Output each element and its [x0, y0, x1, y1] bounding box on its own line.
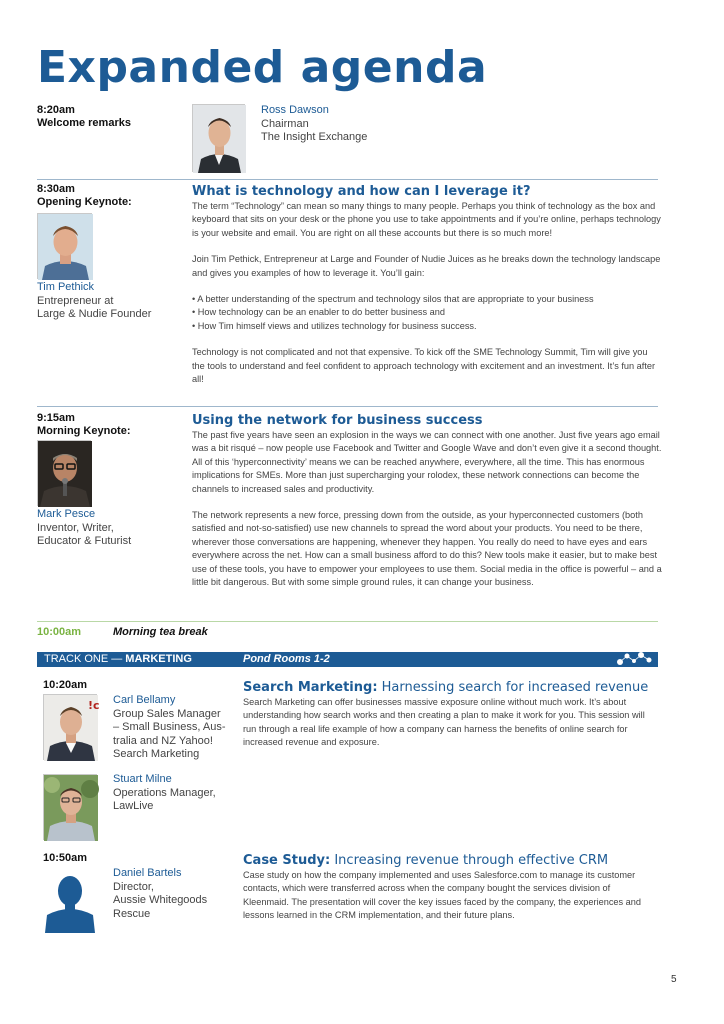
- session-paragraph: The term “Technology” can mean so many things to many people. Perhaps you think of technology as the box and keyboard that sits on your desk or the phone you use to take appointments and if you’re online, perhaps technology is your website and email. You are right on all these accounts but there is so much more!: [192, 201, 661, 238]
- speaker-role: tralia and NZ Yahoo!: [113, 734, 213, 747]
- session-time: 8:30am: [37, 183, 75, 195]
- speaker-name: Ross Dawson: [261, 104, 329, 116]
- speaker-role: Rescue: [113, 907, 151, 920]
- session-paragraph: The network represents a new force, pressing down from the outside, as your hyperconnected customers (both satisfied and not-so-satisfied) use new channels to spread the word about your products. You need to be there, wherever those conversations are happening, whenever they happen. You really do need to have eyes and ears everywhere across the net. How can a small business afford to do this? New tools make it easier, but to make best use of these tools, you have to empower your employees to use them. Social media in the office is powerful – and a little bit dangerous. But with some simple ground rules, it can change your business.: [192, 510, 662, 588]
- speaker-photo-stuart-milne: [43, 774, 97, 840]
- session-time: 9:15am: [37, 412, 75, 424]
- tea-break-time: 10:00am: [37, 626, 82, 638]
- session-heading: Case Study: Increasing revenue through effective CRM: [243, 853, 609, 868]
- session-time: 8:20am: [37, 104, 75, 116]
- session-heading: Using the network for business success: [192, 413, 483, 428]
- speaker-name: Mark Pesce: [37, 508, 96, 520]
- speaker-role: Inventor, Writer,: [37, 521, 114, 534]
- speaker-name: Carl Bellamy: [113, 694, 176, 706]
- session-paragraph: The past five years have seen an explosion in the ways we can connect with one another. Just five years ago email was a bit risqué – now people use Facebook and Twitter and Google Wave and don’t even give it a second thought. All of this ‘hyperconnectivity’ means we can be reached anywhere, everywhere, all the time. This has enormous implications for SMEs. More than just supercharging your rolodex, these network connections can become the channels to increased sales and productivity.: [192, 430, 662, 494]
- speaker-name: Daniel Bartels: [113, 867, 182, 879]
- list-item: • How technology can be an enabler to do better business and: [192, 306, 662, 319]
- speaker-name: Stuart Milne: [113, 773, 172, 785]
- session-paragraph: Case study on how the company implemented and uses Salesforce.com to manage its customer contacts, which were transferred across when the company bought the services division of Kleenmaid. The presentation will cover the key issues faced by the company, the experiences and lessons learned in the CRM implementation, and their future plans.: [243, 870, 642, 921]
- speaker-org: Large & Nudie Founder: [37, 308, 152, 320]
- speaker-silhouette-placeholder: [43, 867, 97, 933]
- session-label: Welcome remarks: [37, 117, 131, 129]
- track-header-bar: [37, 652, 658, 667]
- session-paragraph: Technology is not complicated and not that expensive. To kick off the SME Technology Summit, Tim will give you the tools to understand and feel confident to approach technology with excitement and an investment. It’s fun after all!: [192, 347, 656, 385]
- session-heading: Search Marketing: Harnessing search for increased revenue: [243, 680, 649, 695]
- speaker-role: LawLive: [113, 800, 154, 812]
- tea-break-label: Morning tea break: [113, 626, 208, 638]
- session-paragraph: Search Marketing can offer businesses massive exposure online without much work. It’s about understanding how search works and then creating a plan to make it work for you. This session will run through a real life example of how a company can harness the benefits of online search for increased revenue and exposure.: [243, 697, 645, 748]
- section-divider: [37, 179, 658, 180]
- speaker-role: Educator & Futurist: [37, 535, 132, 547]
- speaker-role: Search Marketing: [113, 748, 200, 760]
- session-time: 10:20am: [43, 679, 88, 691]
- section-divider: [37, 406, 658, 407]
- session-label: Opening Keynote:: [37, 196, 132, 208]
- track-label: TRACK ONE — MARKETING: [44, 653, 192, 665]
- speaker-role: Director,: [113, 880, 154, 893]
- speaker-photo-carl-bellamy: [43, 694, 100, 760]
- network-dots-icon: [614, 650, 654, 673]
- speaker-org: The Insight Exchange: [261, 131, 368, 143]
- section-divider: [37, 621, 658, 622]
- benefit-list: [192, 293, 662, 333]
- session-time: 10:50am: [43, 852, 88, 864]
- speaker-role: Group Sales Manager: [113, 707, 221, 720]
- session-heading: What is technology and how can I leverage it?: [192, 184, 531, 199]
- speaker-role: Operations Manager,: [113, 786, 216, 799]
- speaker-role: Aussie Whitegoods: [113, 894, 208, 906]
- speaker-name: Tim Pethick: [37, 281, 95, 293]
- speaker-role: Chairman: [261, 117, 309, 130]
- list-item: • A better understanding of the spectrum and technology silos that are appropriate to your business: [192, 293, 662, 306]
- session-paragraph: Join Tim Pethick, Entrepreneur at Large and Founder of Nudie Juices as he breaks down the technology landscape and gives you examples of how to leverage it. You’ll gain:: [192, 254, 661, 278]
- track-room: Pond Rooms 1-2: [243, 653, 330, 665]
- speaker-photo-mark-pesce: [37, 440, 91, 506]
- speaker-photo-tim-pethick: [37, 213, 92, 279]
- list-item: • How Tim himself views and utilizes technology for business success.: [192, 320, 662, 333]
- session-label: Morning Keynote:: [37, 425, 131, 437]
- svg-text:!c: !c: [88, 699, 100, 712]
- speaker-role: Entrepreneur at: [37, 294, 114, 307]
- speaker-role: – Small Business, Aus-: [113, 721, 226, 733]
- page-title: Expanded agenda: [37, 42, 488, 93]
- page-number: 5: [671, 974, 677, 985]
- speaker-photo-ross-dawson: [192, 104, 245, 172]
